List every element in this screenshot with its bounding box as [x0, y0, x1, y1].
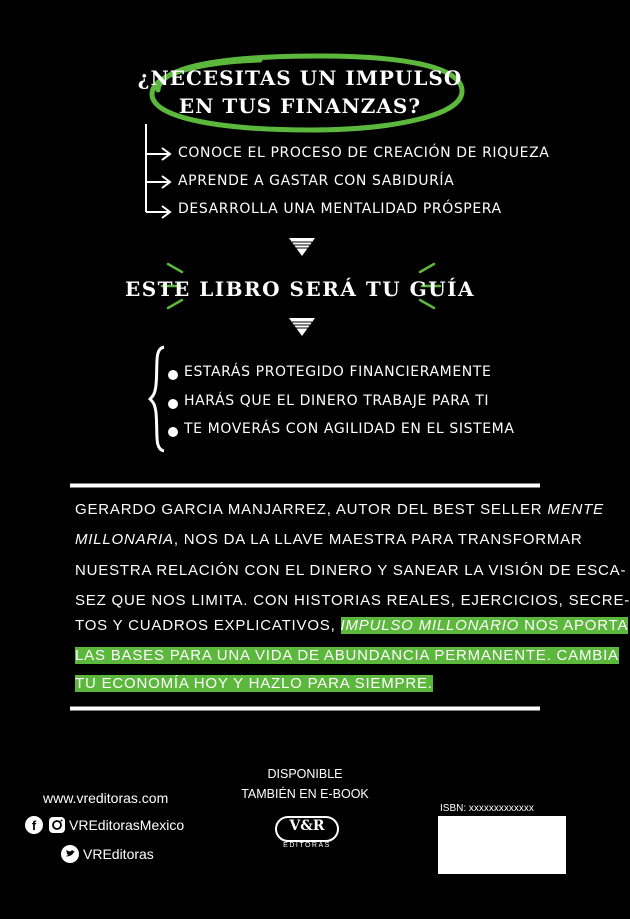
highlighted-text	[341, 617, 629, 634]
down-arrow-icon	[287, 236, 317, 260]
check-bullet-icon	[168, 370, 178, 380]
ebook-note-line-2: TAMBIÉN EN E-BOOK	[241, 787, 369, 801]
ebook-note-line-1: DISPONIBLE	[267, 767, 343, 781]
curly-brace-icon	[148, 345, 168, 453]
highlighted-text: TU ECONOMÍA HOY Y HAZLO PARA SIEMPRE.	[75, 675, 433, 692]
description-line: NUESTRA RELACIÓN CON EL DINERO Y SANEAR LA VISIÓN DE ESCA-	[75, 562, 627, 579]
description-line	[75, 617, 628, 634]
book-title-italic: MILLONARIA	[75, 531, 174, 548]
publisher-logo-text: V&R	[289, 818, 325, 834]
social-handle-mexico[interactable]: VREditorasMexico	[69, 817, 185, 833]
facebook-icon[interactable]: f	[25, 816, 43, 834]
instagram-icon[interactable]	[48, 816, 66, 834]
benefit-item: HARÁS QUE EL DINERO TRABAJE PARA TI	[184, 393, 490, 409]
description-text: TOS Y CUADROS EXPLICATIVOS,	[75, 617, 341, 634]
isbn-label: ISBN: xxxxxxxxxxxxx	[440, 803, 534, 814]
highlighted-text-part: NOS APORTA	[519, 617, 629, 634]
description-line	[75, 501, 604, 518]
book-title-italic: IMPULSO MILLONARIO	[340, 617, 520, 634]
highlighted-text: LAS BASES PARA UNA VIDA DE ABUNDANCIA PERMANENTE. CAMBIA	[75, 647, 619, 664]
publisher-logo-subtext: EDITORAS	[283, 842, 331, 849]
step-item: DESARROLLA UNA MENTALIDAD PRÓSPERA	[178, 201, 502, 217]
description-line	[75, 647, 619, 664]
title-oval-outline	[140, 50, 470, 136]
headline-line-1: ¿NECESITAS UN IMPULSO	[137, 66, 463, 90]
description-line	[75, 675, 433, 692]
twitter-icon[interactable]	[60, 845, 80, 863]
description-line: SEZ QUE NOS LIMITA. CON HISTORIAS REALES, EJERCICIOS, SECRE-	[75, 592, 630, 609]
check-bullet-icon	[168, 399, 178, 409]
down-arrow-icon	[287, 316, 317, 340]
step-item: CONOCE EL PROCESO DE CREACIÓN DE RIQUEZA	[178, 145, 550, 161]
benefit-item: ESTARÁS PROTEGIDO FINANCIERAMENTE	[184, 364, 492, 380]
check-bullet-icon	[168, 427, 178, 437]
description-text: GERARDO GARCIA MANJARREZ, AUTOR DEL BEST SELLER	[75, 501, 548, 518]
social-handle-twitter[interactable]: VREditoras	[83, 846, 154, 862]
description-line	[75, 531, 583, 548]
divider-bottom	[70, 706, 540, 711]
benefit-item: TE MOVERÁS CON AGILIDAD EN EL SISTEMA	[184, 421, 515, 437]
step-item: APRENDE A GASTAR CON SABIDURÍA	[178, 173, 455, 189]
divider-top	[70, 483, 540, 488]
headline-line-2: EN TUS FINANZAS?	[178, 94, 422, 118]
description-text: , NOS DA LA LLAVE MAESTRA PARA TRANSFORMAR	[173, 531, 583, 548]
book-title-italic: MENTE	[547, 501, 604, 518]
guide-headline: ESTE LIBRO SERÁ TU GUÍA	[124, 277, 476, 301]
bracket-arrows-icon	[140, 122, 180, 222]
website-link[interactable]: www.vreditoras.com	[43, 790, 169, 806]
barcode-box	[438, 816, 566, 874]
